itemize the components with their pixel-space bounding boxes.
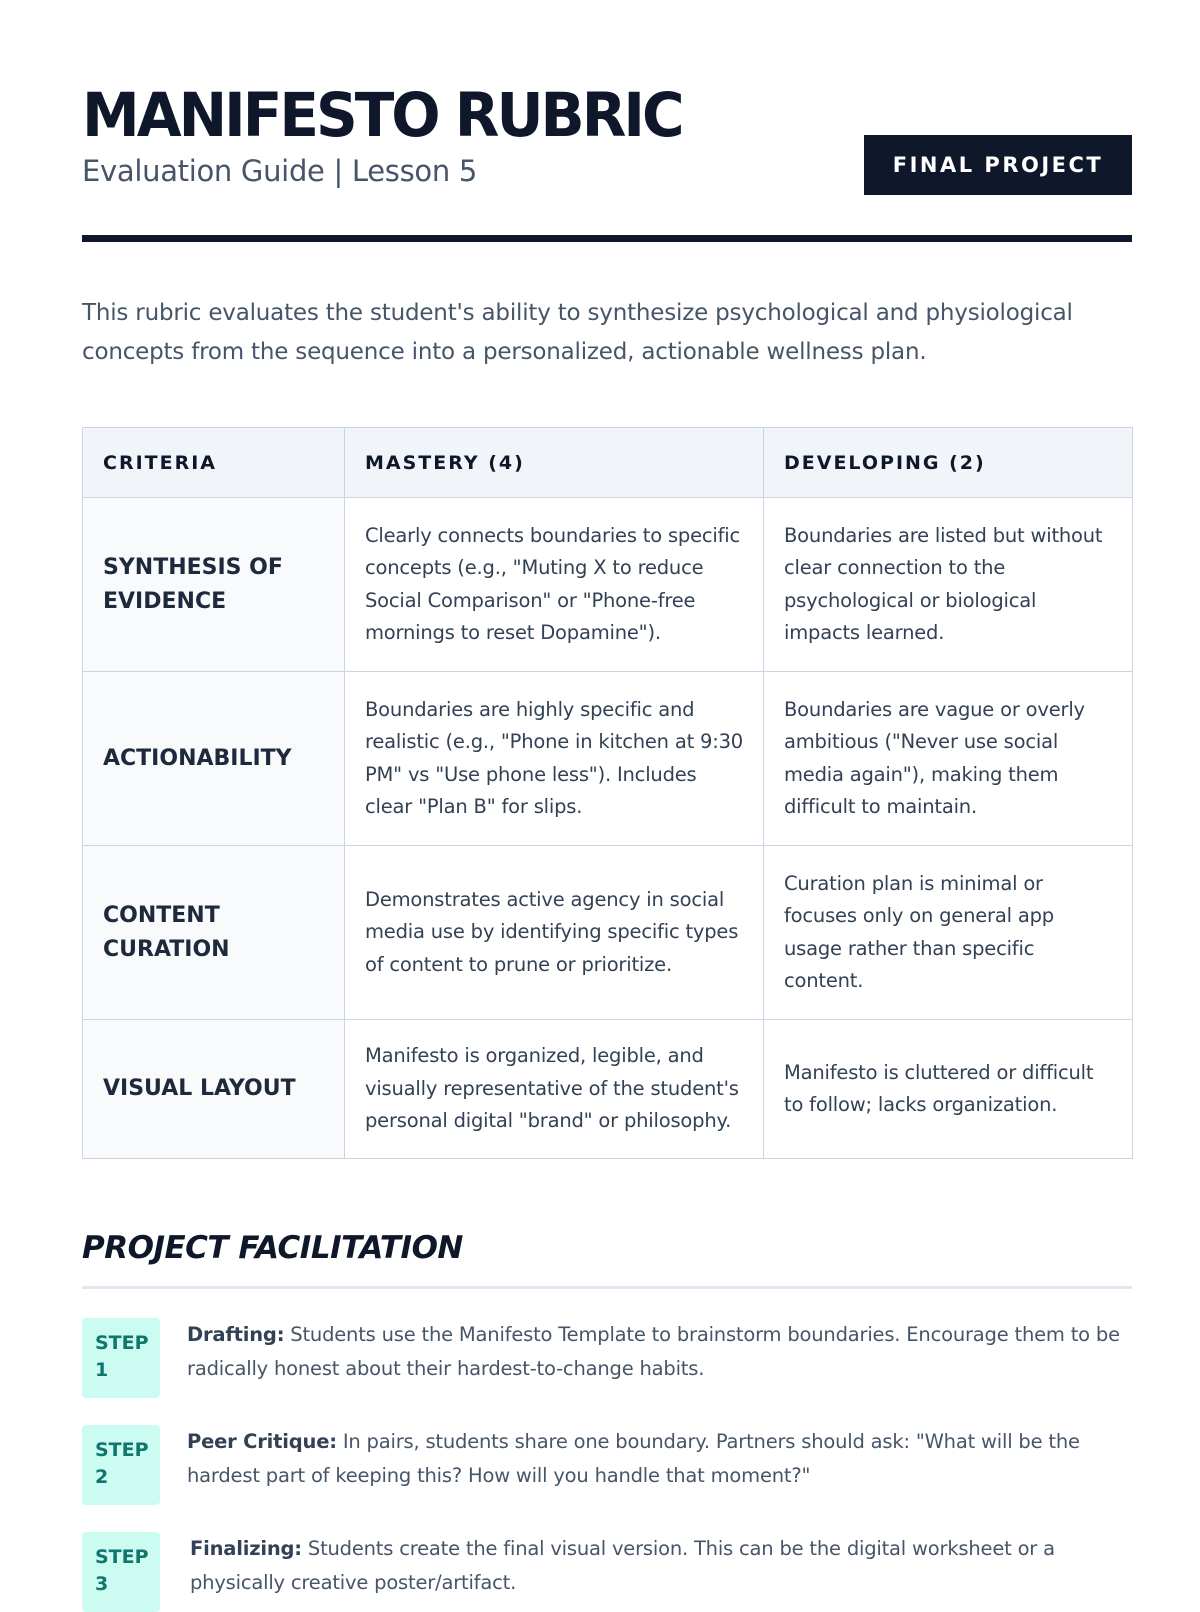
header-divider bbox=[82, 235, 1132, 242]
table-row bbox=[83, 1020, 1133, 1159]
mastery-cell: Clearly connects boundaries to specific concepts (e.g., "Muting X to reduce Social Comparison" or "Phone-free mornings to reset Dopamine"). bbox=[345, 498, 764, 672]
intro-paragraph: This rubric evaluates the student's ability to synthesize psychological and physiological concepts from the sequence into a personalized, actionable wellness plan. bbox=[82, 300, 1073, 365]
mastery-cell: Boundaries are highly specific and realistic (e.g., "Phone in kitchen at 9:30 PM" vs "Use phone less"). Includes clear "Plan B" for slips. bbox=[345, 672, 764, 846]
step-lead: Peer Critique: bbox=[187, 1430, 337, 1453]
header-developing: DEVELOPING (2) bbox=[764, 428, 1133, 498]
mastery-cell: Demonstrates active agency in social media use by identifying specific types of content to prune or prioritize. bbox=[345, 846, 764, 1020]
developing-cell: Curation plan is minimal or focuses only on general app usage rather than specific content. bbox=[764, 846, 1133, 1020]
header-mastery: MASTERY (4) bbox=[345, 428, 764, 498]
step-body: Students create the final visual version. This can be the digital worksheet or a physically creative poster/artifact. bbox=[190, 1537, 1055, 1594]
criteria-cell: VISUAL LAYOUT bbox=[83, 1020, 345, 1159]
header-criteria: CRITERIA bbox=[83, 428, 345, 498]
rubric-table bbox=[82, 427, 1133, 1159]
facilitation-divider bbox=[82, 1286, 1132, 1289]
step-description bbox=[187, 1425, 1127, 1492]
document-page bbox=[82, 0, 1132, 1595]
step-body: In pairs, students share one boundary. Partners should ask: "What will be the hardest part of keeping this? How will you handle that moment?" bbox=[187, 1430, 1080, 1487]
step-lead: Drafting: bbox=[187, 1323, 285, 1346]
document-header bbox=[82, 0, 1132, 244]
criteria-cell: ACTIONABILITY bbox=[83, 672, 345, 846]
step-body: Students use the Manifesto Template to brainstorm boundaries. Encourage them to be radically honest about their hardest-to-change habits. bbox=[187, 1323, 1120, 1380]
step-number: 2 bbox=[95, 1466, 109, 1488]
mastery-cell: Manifesto is organized, legible, and visually representative of the student's personal digital "brand" or philosophy. bbox=[345, 1020, 764, 1159]
step-label: STEP bbox=[95, 1546, 149, 1568]
developing-cell: Manifesto is cluttered or difficult to follow; lacks organization. bbox=[764, 1020, 1133, 1159]
table-header-row bbox=[83, 428, 1133, 498]
facilitation-heading: PROJECT FACILITATION bbox=[82, 1230, 463, 1266]
developing-cell: Boundaries are vague or overly ambitious ("Never use social media again"), making them difficult to maintain. bbox=[764, 672, 1133, 846]
criteria-cell: CONTENT CURATION bbox=[83, 846, 345, 1020]
step-label: STEP bbox=[95, 1332, 149, 1354]
page-title: MANIFESTO RUBRIC bbox=[82, 79, 682, 151]
table-row bbox=[83, 498, 1133, 672]
step-number: 3 bbox=[95, 1573, 109, 1595]
step-badge bbox=[82, 1318, 160, 1398]
page-subtitle: Evaluation Guide | Lesson 5 bbox=[82, 154, 477, 188]
table-row bbox=[83, 846, 1133, 1020]
step-label: STEP bbox=[95, 1439, 149, 1461]
table-row bbox=[83, 672, 1133, 846]
step-lead: Finalizing: bbox=[190, 1537, 302, 1560]
step-description bbox=[187, 1318, 1127, 1385]
criteria-cell: SYNTHESIS OF EVIDENCE bbox=[83, 498, 345, 672]
final-project-badge: FINAL PROJECT bbox=[864, 135, 1132, 195]
step-badge bbox=[82, 1532, 160, 1612]
step-number: 1 bbox=[95, 1359, 109, 1381]
developing-cell: Boundaries are listed but without clear connection to the psychological or biological impacts learned. bbox=[764, 498, 1133, 672]
step-badge bbox=[82, 1425, 160, 1505]
step-description bbox=[190, 1532, 1130, 1599]
